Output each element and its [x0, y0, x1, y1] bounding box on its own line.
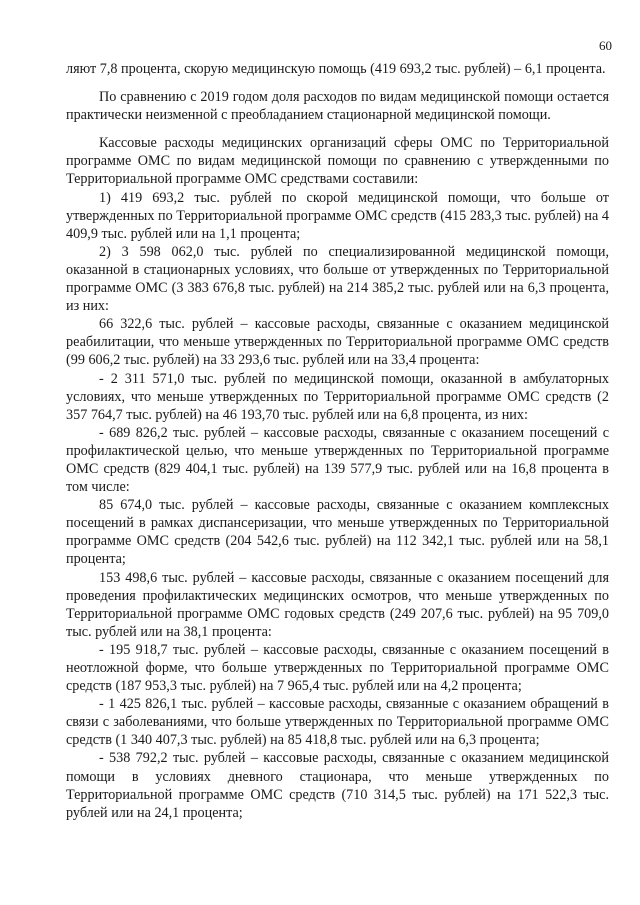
paragraph: - 1 425 826,1 тыс. рублей – кассовые расходы, связанные с оказанием обращений в связи с заболеваниями, что больше утвержденных по Территориальной программе ОМС средств (1 340 407,3 тыс. рублей) на 85 418,8 тыс. рублей или на 6,3 процента;	[66, 696, 609, 749]
paragraph: - 689 826,2 тыс. рублей – кассовые расходы, связанные с оказанием посещений с профилактической целью, что меньше утвержденных по Территориальной программе ОМС средств (829 404,1 тыс. рублей) на 139 577,9 тыс. рублей или на 16,8 процента в том числе:	[66, 424, 609, 496]
paragraph-continuation: ляют 7,8 процента, скорую медицинскую помощь (419 693,2 тыс. рублей) – 6,1 процента.	[66, 61, 606, 77]
paragraph: Кассовые расходы медицинских организаций сферы ОМС по Территориальной программе ОМС по видам медицинской помощи по сравнению с утвержденными по Территориальной программе ОМС средствами составили:	[66, 135, 609, 188]
paragraph: По сравнению с 2019 годом доля расходов по видам медицинской помощи остается практически неизменной с преобладанием стационарной медицинской помощи.	[66, 89, 609, 124]
paragraph: 2) 3 598 062,0 тыс. рублей по специализированной медицинской помощи, оказанной в стационарных условиях, что больше от утвержденных по Территориальной программе ОМС (3 383 676,8 тыс. рублей) на 214 385,2 тыс. рублей или на 6,3 процента, из них:	[66, 243, 609, 315]
page-number: 60	[599, 38, 612, 53]
paragraph: 85 674,0 тыс. рублей – кассовые расходы, связанные с оказанием комплексных посещений в рамках диспансеризации, что меньше утвержденных по Территориальной программе ОМС средств (204 542,6 тыс. рублей) на 112 342,1 тыс. рублей или на 58,1 процента;	[66, 497, 609, 568]
paragraph: 66 322,6 тыс. рублей – кассовые расходы, связанные с оказанием медицинской реабилитации, что меньше утвержденных по Территориальной программе ОМС средств (99 606,2 тыс. рублей) на 33 293,6 тыс. рублей или на 33,4 процента:	[66, 316, 609, 369]
paragraph: - 2 311 571,0 тыс. рублей по медицинской помощи, оказанной в амбулаторных условиях, что меньше утвержденных по Территориальной программе ОМС средств (2 357 764,7 тыс. рублей) на 46 193,70 тыс. рублей или на 6,8 процента, из них:	[66, 370, 609, 423]
paragraph: - 195 918,7 тыс. рублей – кассовые расходы, связанные с оказанием посещений в неотложной форме, что больше утвержденных по Территориальной программе ОМС средств (187 953,3 тыс. рублей) на 7 965,4 тыс. рублей или на 4,2 процента;	[66, 641, 609, 695]
paragraph: 153 498,6 тыс. рублей – кассовые расходы, связанные с оказанием посещений для проведения профилактических медицинских осмотров, что меньше утвержденных по Территориальной программе ОМС годовых средств (249 207,6 тыс. рублей) на 95 709,0 тыс. рублей или на 38,1 процента:	[66, 569, 609, 640]
paragraph: - 538 792,2 тыс. рублей – кассовые расходы, связанные с оказанием медицинской помощи в условиях дневного стационара, что меньше утвержденных по Территориальной программе ОМС средств (710 314,5 тыс. рублей) на 171 522,3 тыс. рублей или на 24,1 процента;	[66, 750, 609, 821]
paragraph: 1) 419 693,2 тыс. рублей по скорой медицинской помощи, что больше от утвержденных по Территориальной программе ОМС средств (415 283,3 тыс. рублей) на 4 409,9 тыс. рублей или на 1,1 процента;	[66, 189, 609, 242]
document-body	[66, 60, 609, 822]
